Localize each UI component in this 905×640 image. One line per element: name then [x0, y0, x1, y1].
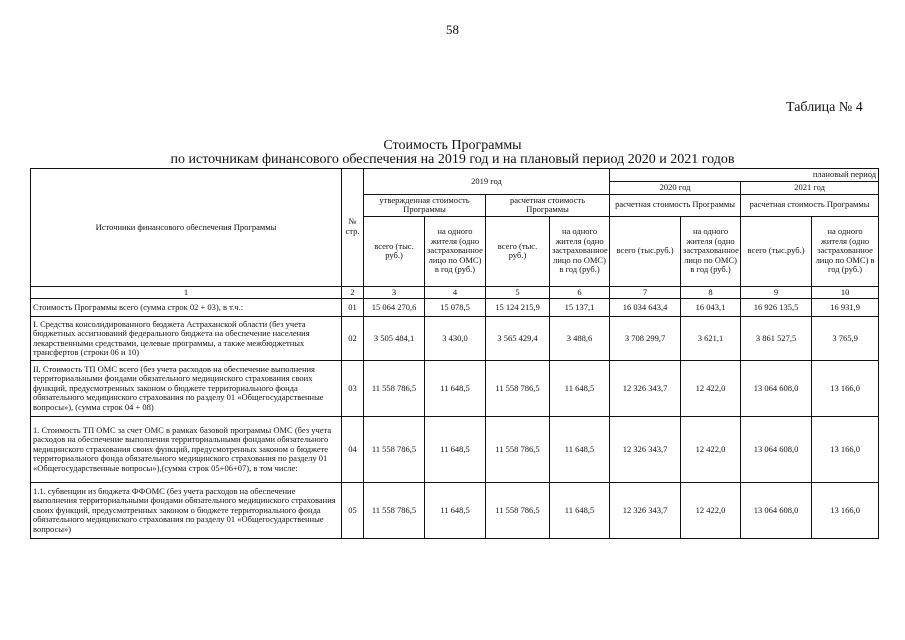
- cell-value: 11 648,5: [425, 483, 486, 539]
- row-name: Стоимость Программы всего (сумма строк 02 + 03), в т.ч.:: [31, 299, 342, 317]
- cell-value: 11 558 786,5: [364, 417, 425, 483]
- header-2021: 2021 год: [741, 181, 879, 194]
- cell-value: 16 034 643,4: [610, 299, 681, 317]
- financing-table: [30, 168, 879, 539]
- table-row: [31, 317, 879, 361]
- header-calc-cost-2021: расчетная стоимость Программы: [741, 194, 879, 216]
- row-number: 04: [342, 417, 364, 483]
- cell-value: 3 861 527,5: [741, 317, 812, 361]
- row-number: 03: [342, 361, 364, 417]
- cell-value: 3 621,1: [681, 317, 741, 361]
- cell-value: 16 043,1: [681, 299, 741, 317]
- col-number: 5: [486, 286, 550, 299]
- row-number: 05: [342, 483, 364, 539]
- cell-value: 12 422,0: [681, 361, 741, 417]
- cell-value: 11 648,5: [550, 417, 610, 483]
- cell-value: 3 708 299,7: [610, 317, 681, 361]
- row-name: 1. Стоимость ТП ОМС за счет ОМС в рамках базовой программы ОМС (без учета расходов на обеспечение выполнения территориальными фондами обязательного медицинского страхования своих функций, предусмотренных законом о бюджете территориального фонда обязательного медицинского страхования по разделу 01 «Общегосударственные вопросы»),(сумма строк 05+06+07), в том числе:: [31, 417, 342, 483]
- col-number: 3: [364, 286, 425, 299]
- table-row: [31, 417, 879, 483]
- row-number: 02: [342, 317, 364, 361]
- cell-value: 11 648,5: [550, 361, 610, 417]
- header-per-capita-2019a: на одного жителя (одно застрахованное лицо по ОМС) в год (руб.): [425, 216, 486, 286]
- header-sources: Источники финансового обеспечения Программы: [31, 169, 342, 287]
- cell-value: 13 166,0: [812, 417, 879, 483]
- header-approved-cost: утвержденная стоимость Программы: [364, 194, 486, 216]
- col-number: 7: [610, 286, 681, 299]
- col-number: 9: [741, 286, 812, 299]
- table-subtitle: по источникам финансового обеспечения на 2019 год и на плановый период 2020 и 2021 годов: [170, 152, 735, 167]
- table-row: [31, 483, 879, 539]
- header-total-2021: всего (тыс.руб.): [741, 216, 812, 286]
- cell-value: 12 422,0: [681, 483, 741, 539]
- cell-value: 15 064 270,6: [364, 299, 425, 317]
- cell-value: 13 064 608,0: [741, 417, 812, 483]
- cell-value: 13 166,0: [812, 483, 879, 539]
- header-planned-period: плановый период: [610, 169, 879, 182]
- cell-value: 15 078,5: [425, 299, 486, 317]
- header-calc-cost-2020: расчетная стоимость Программы: [610, 194, 741, 216]
- cell-value: 13 064 608,0: [741, 483, 812, 539]
- header-row-no: № стр.: [342, 169, 364, 287]
- cell-value: 11 558 786,5: [364, 361, 425, 417]
- row-name: II. Стоимость ТП ОМС всего (без учета расходов на обеспечение выполнения территориальными фондами обязательного медицинского страхования своих функций, предусмотренных законом о бюджете территориального фонда обязательного медицинского страхования по разделу 01 «Общегосударственные вопросы»), (сумма строк 04 + 08): [31, 361, 342, 417]
- table-row: [31, 299, 879, 317]
- cell-value: 15 137,1: [550, 299, 610, 317]
- cell-value: 11 558 786,5: [486, 483, 550, 539]
- col-number: 8: [681, 286, 741, 299]
- cell-value: 11 648,5: [425, 417, 486, 483]
- cell-value: 15 124 215,9: [486, 299, 550, 317]
- col-number: 2: [342, 286, 364, 299]
- cell-value: 11 558 786,5: [486, 417, 550, 483]
- table-label: Таблица № 4: [786, 100, 863, 115]
- header-2020: 2020 год: [610, 181, 741, 194]
- cell-value: 12 422,0: [681, 417, 741, 483]
- header-per-capita-2020: на одного жителя (одно застрахованное лицо по ОМС) в год (руб.): [681, 216, 741, 286]
- cell-value: 12 326 343,7: [610, 417, 681, 483]
- cell-value: 11 648,5: [550, 483, 610, 539]
- header-per-capita-2019b: на одного жителя (одно застрахованное лицо по ОМС) в год (руб.): [550, 216, 610, 286]
- header-total-2019a: всего (тыс. руб.): [364, 216, 425, 286]
- header-total-2020: всего (тыс.руб.): [610, 216, 681, 286]
- header-per-capita-2021: на одного жителя (одно застрахованное лицо по ОМС) в год (руб.): [812, 216, 879, 286]
- cell-value: 12 326 343,7: [610, 483, 681, 539]
- cell-value: 16 931,9: [812, 299, 879, 317]
- table-title: Стоимость Программы: [383, 138, 522, 153]
- cell-value: 3 488,6: [550, 317, 610, 361]
- row-name: 1.1. субвенции из бюджета ФФОМС (без учета расходов на обеспечение выполнения территориальными фондами обязательного медицинского страхования своих функций, предусмотренных законом о бюджете территориального фонда обязательного медицинского страхования по разделу 01 «Общегосударственные вопросы»): [31, 483, 342, 539]
- cell-value: 3 765,9: [812, 317, 879, 361]
- header-2019: 2019 год: [364, 169, 610, 195]
- row-number: 01: [342, 299, 364, 317]
- row-name: I. Средства консолидированного бюджета Астраханской области (без учета бюджетных ассигнований федерального бюджета на обеспечение населения лекарственными средствами, целевые программы, а также межбюджетных трансфертов (строки 06 и 10): [31, 317, 342, 361]
- cell-value: 3 505 484,1: [364, 317, 425, 361]
- cell-value: 12 326 343,7: [610, 361, 681, 417]
- col-number: 10: [812, 286, 879, 299]
- cell-value: 11 558 786,5: [486, 361, 550, 417]
- cell-value: 11 558 786,5: [364, 483, 425, 539]
- col-number: 6: [550, 286, 610, 299]
- col-number: 1: [31, 286, 342, 299]
- cell-value: 16 926 135,5: [741, 299, 812, 317]
- table-row: [31, 361, 879, 417]
- cell-value: 3 565 429,4: [486, 317, 550, 361]
- header-total-2019b: всего (тыс. руб.): [486, 216, 550, 286]
- header-calc-cost-2019: расчетная стоимость Программы: [486, 194, 610, 216]
- cell-value: 13 064 608,0: [741, 361, 812, 417]
- page-number: 58: [446, 22, 459, 37]
- cell-value: 13 166,0: [812, 361, 879, 417]
- cell-value: 11 648,5: [425, 361, 486, 417]
- col-number: 4: [425, 286, 486, 299]
- cell-value: 3 430,0: [425, 317, 486, 361]
